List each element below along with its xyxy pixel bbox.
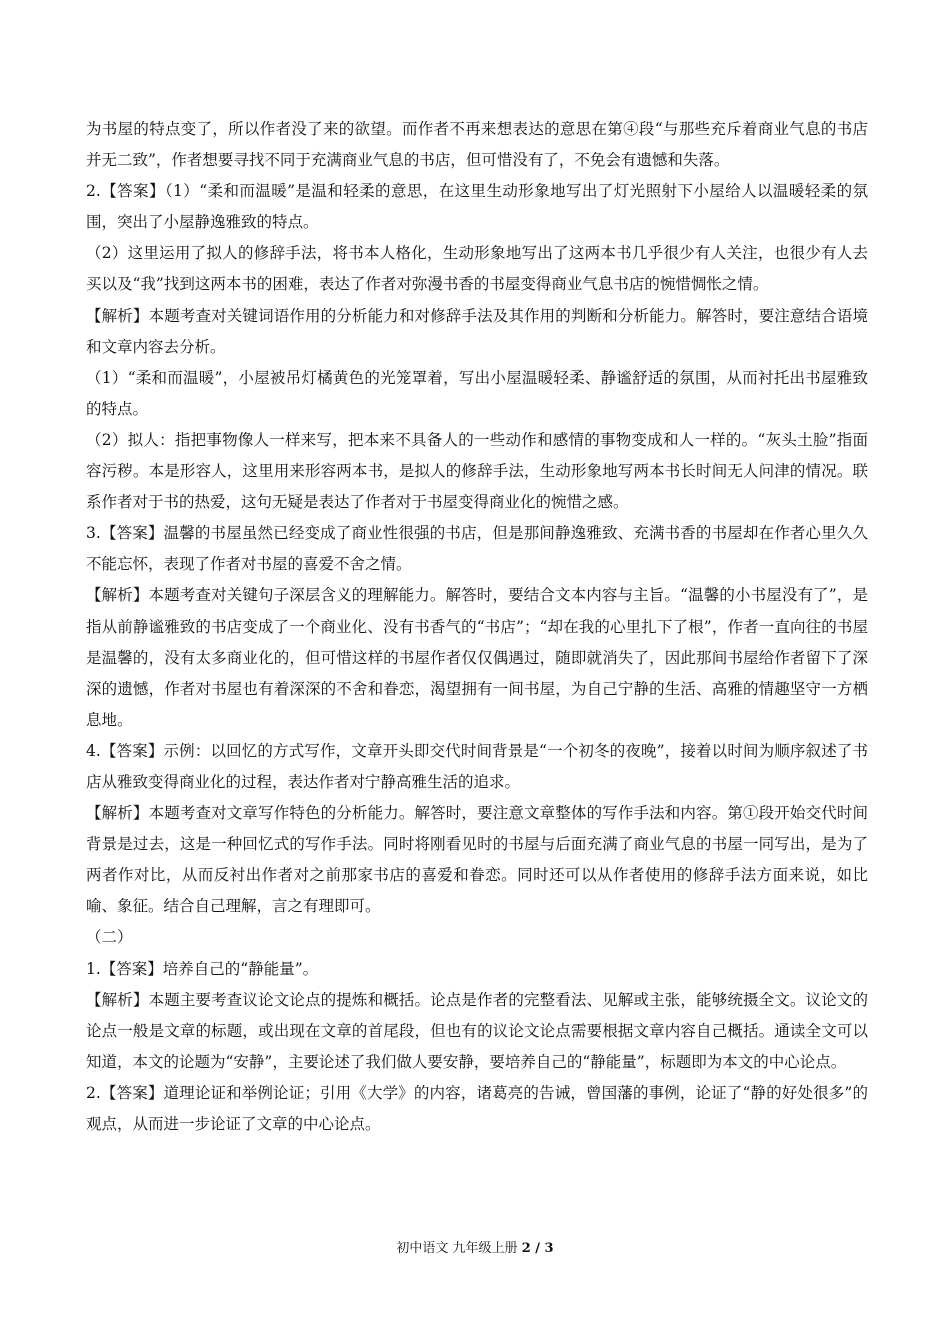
answer-2-part-2: （2）这里运用了拟人的修辞手法，将书本人格化，生动形象地写出了这两本书几乎很少有人关注，也很少有人去买以及“我”找到这两本书的困难，表达了作者对弥漫书香的书屋变得商业气息书店的惋惜惆怅之情。 — [86, 244, 868, 294]
answer-2: 2.【答案】（1）“柔和而温暖”是温和轻柔的意思，在这里生动形象地写出了灯光照射下小屋给人以温暖轻柔的氛围，突出了小屋静逸雅致的特点。 — [86, 182, 868, 232]
page-number: 2 / 3 — [521, 1241, 554, 1256]
analysis-1-section-2: 【解析】本题主要考查议论文论点的提炼和概括。论点是作者的完整看法、见解或主张，能够统摄全文。议论文的论点一般是文章的标题，或出现在文章的首尾段，但也有的议论文论点需要根据文章内容自己概括。通读全文可以知道，本文的论题为“安静”，主要论述了我们做人要安静，要培养自己的“静能量”，标题即为本文的中心论点。 — [86, 990, 868, 1071]
footer-subject: 初中语文 九年级上册 — [396, 1241, 522, 1256]
section-heading: （二） — [86, 928, 133, 947]
document-body — [86, 114, 868, 1140]
answer-2-section-2: 2.【答案】道理论证和举例论证；引用《大学》的内容，诸葛亮的告诫，曾国藩的事例，论证了“静的好处很多”的观点，从而进一步论证了文章的中心论点。 — [86, 1083, 868, 1133]
analysis-4: 【解析】本题考查对文章写作特色的分析能力。解答时，要注意文章整体的写作手法和内容。第①段开始交代时间背景是过去，这是一种回忆式的写作手法。同时将刚看见时的书屋与后面充满了商业气息的书屋一同写出，是为了两者作对比，从而反衬出作者对之前那家书店的喜爱和眷恋。同时还可以从作者使用的修辞手法方面来说，如比喻、象征。结合自己理解，言之有理即可。 — [86, 804, 868, 916]
answer-4: 4.【答案】示例：以回忆的方式写作，文章开头即交代时间背景是“一个初冬的夜晚”，接着以时间为顺序叙述了书店从雅致变得商业化的过程，表达作者对宁静高雅生活的追求。 — [86, 741, 868, 791]
page-footer — [0, 1240, 950, 1258]
paragraph-continuation: 为书屋的特点变了，所以作者没了来的欲望。而作者不再来想表达的意思在第④段“与那些充斥着商业气息的书店并无二致”，作者想要寻找不同于充满商业气息的书店，但可惜没有了，不免会有遗憾和失落。 — [86, 120, 868, 170]
answer-1-section-2: 1.【答案】培养自己的“静能量”。 — [86, 959, 319, 978]
answer-3: 3.【答案】温馨的书屋虽然已经变成了商业性很强的书店，但是那间静逸雅致、充满书香的书屋却在作者心里久久不能忘怀，表现了作者对书屋的喜爱不舍之情。 — [86, 524, 868, 574]
analysis-3: 【解析】本题考查对关键句子深层含义的理解能力。解答时，要结合文本内容与主旨。“温馨的小书屋没有了”，是指从前静谧雅致的书店变成了一个商业化、没有书香气的“书店”；“却在我的心里扎下了根”，作者一直向往的书屋是温馨的，没有太多商业化的，但可惜这样的书屋作者仅仅偶遇过，随即就消失了，因此那间书屋给作者留下了深深的遗憾，作者对书屋也有着深深的不舍和眷恋，渴望拥有一间书屋，为自己宁静的生活、高雅的情趣坚守一方栖息地。 — [86, 586, 868, 729]
analysis-2-part-1: （1）“柔和而温暖”，小屋被吊灯橘黄色的光笼罩着，写出小屋温暖轻柔、静谧舒适的氛围，从而衬托出书屋雅致的特点。 — [86, 368, 868, 418]
analysis-2: 【解析】本题考查对关键词语作用的分析能力和对修辞手法及其作用的判断和分析能力。解答时，要注意结合语境和文章内容去分析。 — [86, 306, 868, 356]
analysis-2-part-2: （2）拟人：指把事物像人一样来写，把本来不具备人的一些动作和感情的事物变成和人一样的。“灰头土脸”指面容污秽。本是形容人，这里用来形容两本书，是拟人的修辞手法，生动形象地写两本书长时间无人问津的情况。联系作者对于书的热爱，这句无疑是表达了作者对于书屋变得商业化的惋惜之感。 — [86, 430, 868, 512]
